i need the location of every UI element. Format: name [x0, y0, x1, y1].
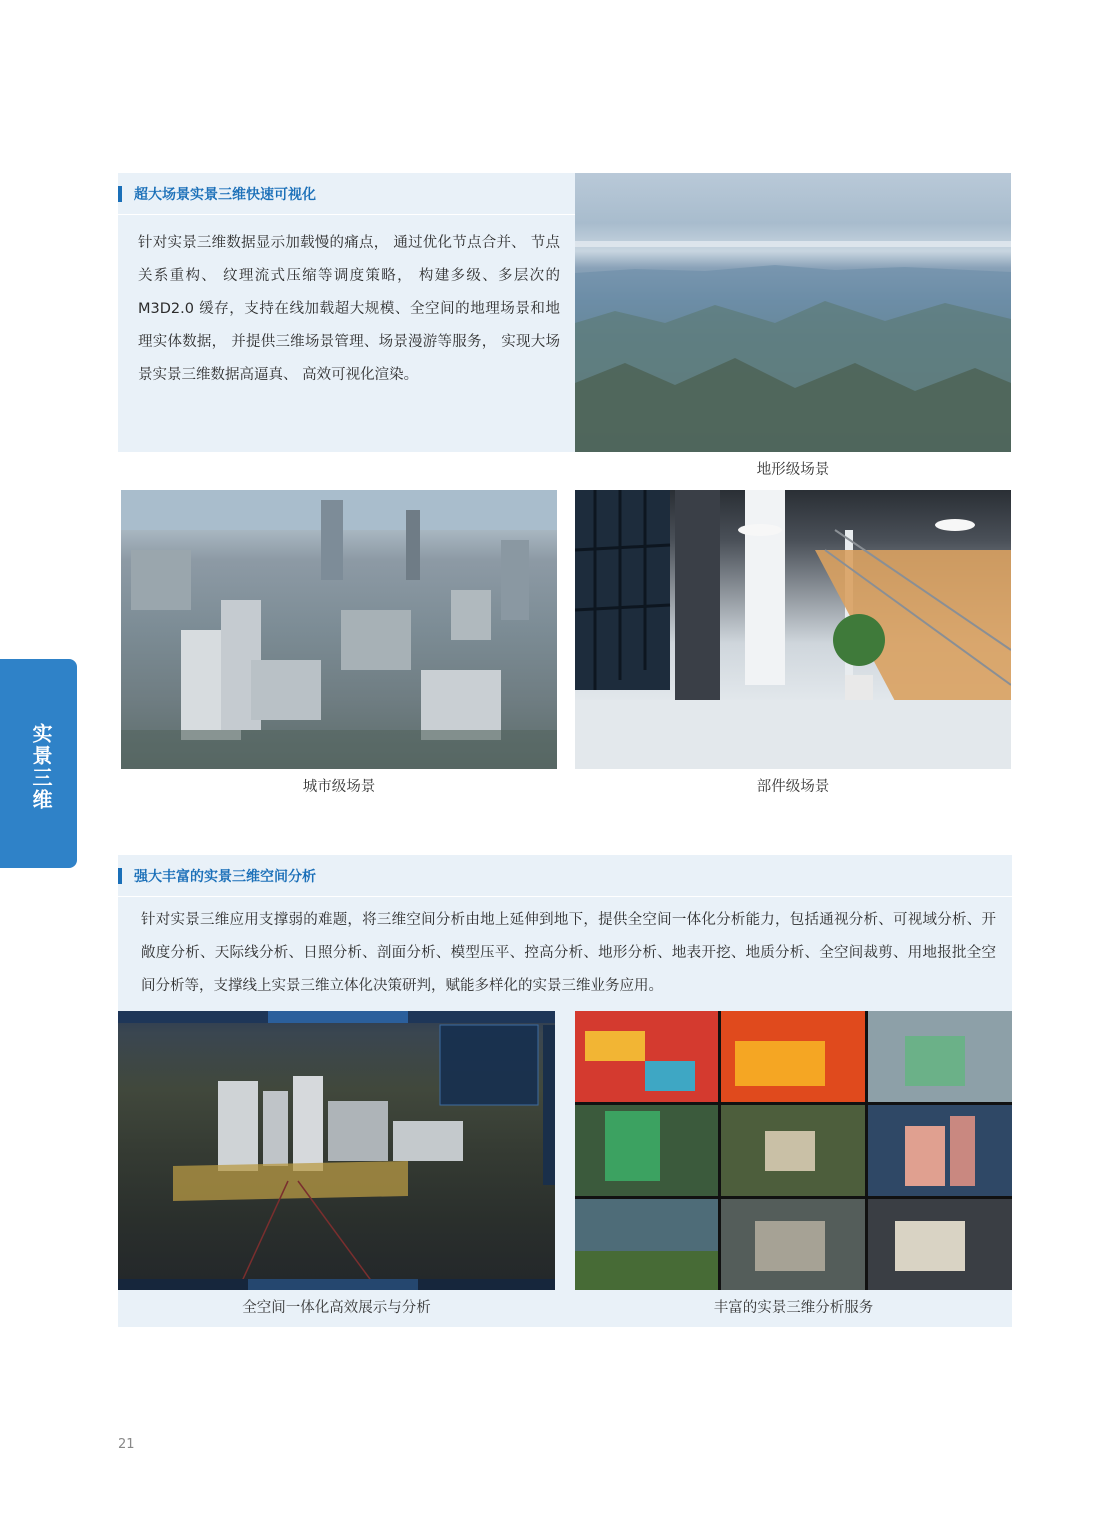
title-marker — [118, 868, 122, 884]
section2-body: 针对实景三维应用支撑弱的难题，将三维空间分析由地上延伸到地下，提供全空间一体化分析能力，包括通视分析、可视域分析、开敞度分析、天际线分析、日照分析、剖面分析、模型压平、控高分析、地形分析、地表开挖、地质分析、全空间裁剪、用地报批全空间分析等，支撑线上实景三维立体化决策研判，赋能多样化的实景三维业务应用。 — [141, 912, 996, 994]
page-number: 21 — [118, 1437, 135, 1452]
services-grid — [575, 1011, 1012, 1290]
title-marker — [118, 186, 122, 202]
hall-interior — [575, 490, 1011, 769]
fullspace-analysis-image — [118, 1011, 555, 1290]
terrain-caption: 地形级场景 — [756, 462, 830, 478]
side-tab-label: 实景三维 — [29, 723, 53, 811]
side-tab — [0, 659, 77, 868]
terrain-mountains — [575, 173, 1011, 452]
terrain-scene-image — [575, 173, 1011, 452]
component-caption: 部件级场景 — [756, 779, 830, 795]
section2-divider — [118, 896, 1012, 897]
section1-body: 针对实景三维数据显示加载慢的痛点， 通过优化节点合并、 节点关系重构、 纹理流式压缩等调度策略， 构建多级、多层次的 M3D2.0 缓存，支持在线加载超大规模、全空间的地理场景和地理实体数据， 并提供三维场景管理、场景漫游等服务， 实现大场景实景三维数据高逼真、 高效可视化渲染。 — [138, 235, 560, 383]
fullspace-caption: 全空间一体化高效展示与分析 — [242, 1300, 431, 1316]
analysis-services-image — [575, 1011, 1012, 1290]
city-scene-image — [121, 490, 557, 769]
section2-title — [118, 866, 316, 886]
fullspace-scene — [118, 1011, 555, 1290]
section1-title — [118, 184, 316, 204]
component-scene-image — [575, 490, 1011, 769]
city-buildings — [121, 490, 557, 769]
services-caption: 丰富的实景三维分析服务 — [713, 1300, 874, 1316]
section2-title-text: 强大丰富的实景三维空间分析 — [134, 869, 316, 885]
city-caption: 城市级场景 — [302, 779, 376, 795]
section1-divider — [118, 214, 575, 215]
section1-title-text: 超大场景实景三维快速可视化 — [134, 187, 316, 203]
